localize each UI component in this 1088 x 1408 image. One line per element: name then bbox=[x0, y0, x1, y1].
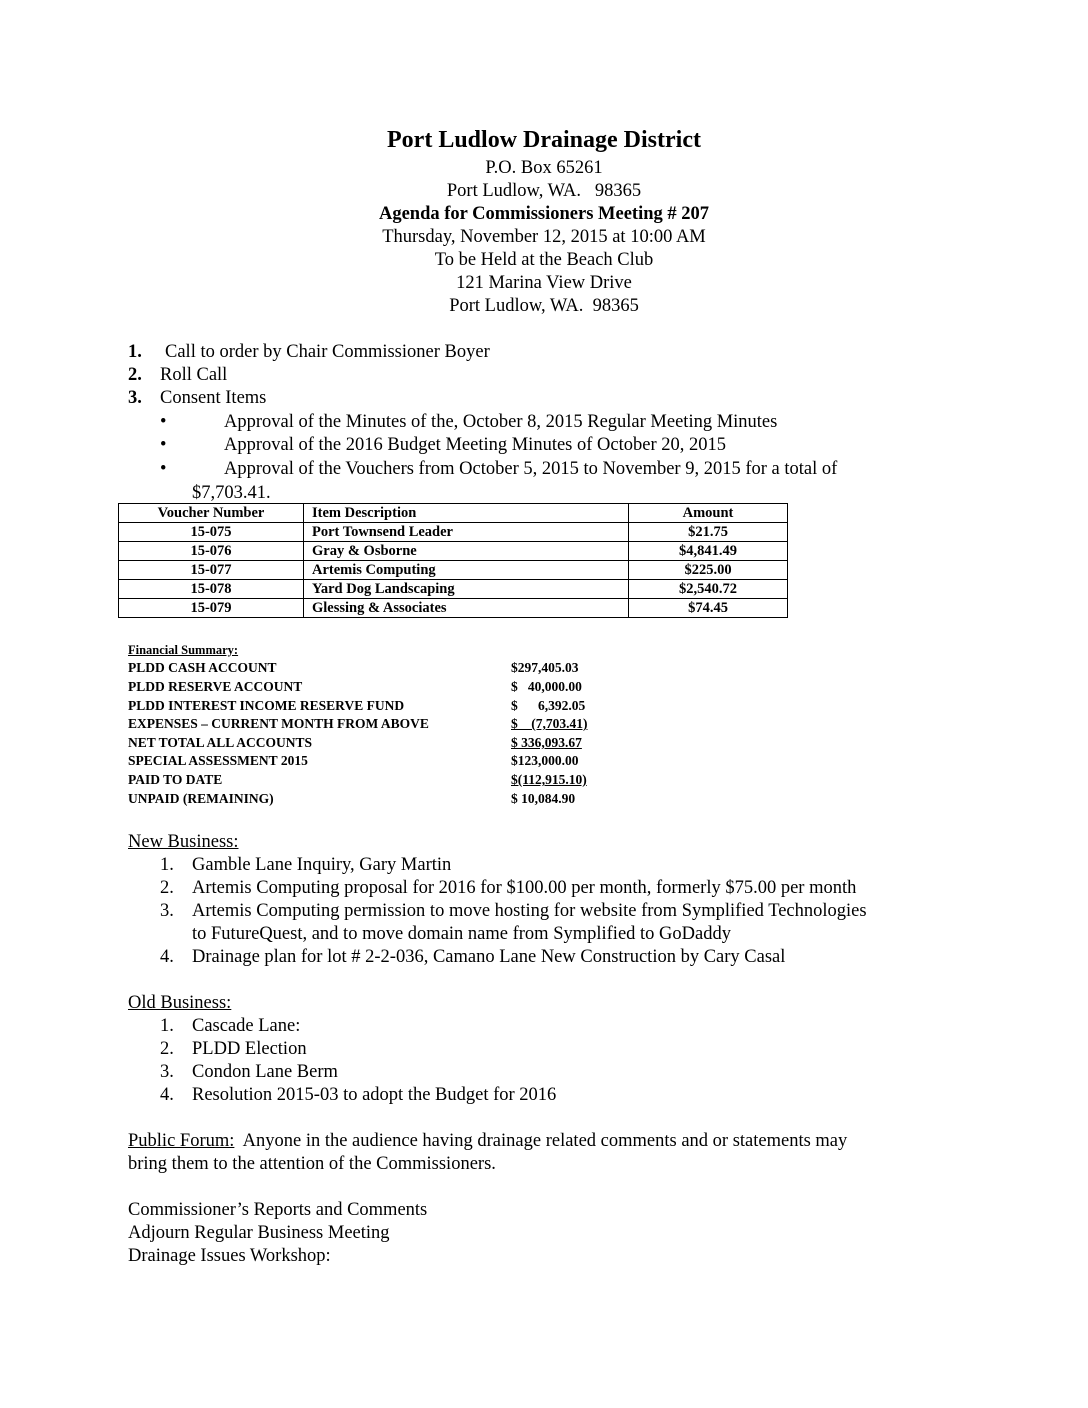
public-forum-continuation: bring them to the attention of the Commissioners. bbox=[128, 1154, 496, 1174]
voucher-number: 15-077 bbox=[119, 561, 304, 580]
column-header-item-description: Item Description bbox=[304, 504, 629, 523]
list-item: Gamble Lane Inquiry, Gary Martin bbox=[192, 855, 452, 875]
column-header-amount: Amount bbox=[629, 504, 788, 523]
public-forum-paragraph bbox=[128, 1130, 847, 1153]
meeting-date: Thursday, November 12, 2015 at 10:00 AM bbox=[382, 227, 706, 247]
list-number: 2. bbox=[160, 878, 174, 898]
list-item: Artemis Computing permission to move hosting for website from Symplified Technologies bbox=[192, 901, 867, 921]
city-line: Port Ludlow, WA. 98365 bbox=[446, 181, 642, 201]
list-item: Resolution 2015-03 to adopt the Budget for 2016 bbox=[192, 1085, 557, 1105]
fin-label: PLDD RESERVE ACCOUNT bbox=[128, 679, 303, 694]
list-number: 1. bbox=[160, 1016, 174, 1036]
agenda-number: 1. bbox=[128, 342, 142, 362]
old-business-heading: Old Business: bbox=[128, 993, 232, 1013]
street-address: 121 Marina View Drive bbox=[456, 273, 632, 293]
list-number: 3. bbox=[160, 1062, 174, 1082]
table-row bbox=[119, 523, 788, 542]
bullet-icon: • bbox=[160, 435, 167, 455]
agenda-item-call-to-order: Call to order by Chair Commissioner Boyer bbox=[165, 342, 490, 362]
consent-item-minutes: Approval of the Minutes of the, October 8, 2015 Regular Meeting Minutes bbox=[224, 412, 778, 432]
voucher-amount: $21.75 bbox=[629, 523, 788, 542]
new-business-heading: New Business: bbox=[128, 832, 239, 852]
voucher-description: Port Townsend Leader bbox=[304, 523, 629, 542]
financial-summary-heading: Financial Summary: bbox=[128, 643, 239, 657]
table-header-row bbox=[119, 504, 788, 523]
bullet-icon: • bbox=[160, 459, 167, 479]
table-row bbox=[119, 599, 788, 618]
fin-label: NET TOTAL ALL ACCOUNTS bbox=[128, 735, 312, 750]
list-number: 1. bbox=[160, 855, 174, 875]
list-item: PLDD Election bbox=[192, 1039, 307, 1059]
fin-value: $123,000.00 bbox=[511, 753, 579, 768]
fin-value: $ (7,703.41) bbox=[511, 716, 588, 731]
list-number: 4. bbox=[160, 947, 174, 967]
fin-value: $ 40,000.00 bbox=[511, 679, 582, 694]
agenda-number: 2. bbox=[128, 365, 142, 385]
fin-label: PLDD INTEREST INCOME RESERVE FUND bbox=[128, 698, 405, 713]
voucher-table bbox=[118, 503, 788, 618]
consent-item-budget-minutes: Approval of the 2016 Budget Meeting Minutes of October 20, 2015 bbox=[224, 435, 726, 455]
column-header-voucher-number: Voucher Number bbox=[119, 504, 304, 523]
venue-line: To be Held at the Beach Club bbox=[434, 250, 654, 270]
voucher-amount: $74.45 bbox=[629, 599, 788, 618]
voucher-number: 15-079 bbox=[119, 599, 304, 618]
public-forum-text: Anyone in the audience having drainage related comments and or statements may bbox=[234, 1131, 848, 1151]
fin-value: $ 6,392.05 bbox=[511, 698, 586, 713]
voucher-number: 15-075 bbox=[119, 523, 304, 542]
agenda-number: 3. bbox=[128, 388, 142, 408]
voucher-description: Yard Dog Landscaping bbox=[304, 580, 629, 599]
list-number: 4. bbox=[160, 1085, 174, 1105]
list-item: Cascade Lane: bbox=[192, 1016, 301, 1036]
list-item: Condon Lane Berm bbox=[192, 1062, 338, 1082]
fin-value: $ 336,093.67 bbox=[511, 735, 582, 750]
voucher-amount: $4,841.49 bbox=[629, 542, 788, 561]
voucher-number: 15-078 bbox=[119, 580, 304, 599]
voucher-description: Artemis Computing bbox=[304, 561, 629, 580]
list-item: Artemis Computing proposal for 2016 for $100.00 per month, formerly $75.00 per month bbox=[192, 878, 857, 898]
public-forum-label: Public Forum: bbox=[128, 1131, 235, 1151]
list-number: 3. bbox=[160, 901, 174, 921]
fin-label: PLDD CASH ACCOUNT bbox=[128, 660, 277, 675]
list-item-continuation: to FutureQuest, and to move domain name from Symplified to GoDaddy bbox=[192, 924, 731, 944]
fin-label: PAID TO DATE bbox=[128, 772, 223, 787]
adjourn-meeting: Adjourn Regular Business Meeting bbox=[128, 1223, 390, 1243]
consent-item-vouchers-total: $7,703.41. bbox=[192, 483, 271, 503]
voucher-description: Gray & Osborne bbox=[304, 542, 629, 561]
consent-item-vouchers: Approval of the Vouchers from October 5, 2015 to November 9, 2015 for a total of bbox=[224, 459, 838, 479]
voucher-amount: $2,540.72 bbox=[629, 580, 788, 599]
fin-value: $297,405.03 bbox=[511, 660, 579, 675]
voucher-amount: $225.00 bbox=[629, 561, 788, 580]
table-row bbox=[119, 561, 788, 580]
voucher-description: Glessing & Associates bbox=[304, 599, 629, 618]
venue-city: Port Ludlow, WA. 98365 bbox=[449, 296, 639, 316]
document-title: Port Ludlow Drainage District bbox=[387, 127, 701, 153]
bullet-icon: • bbox=[160, 412, 167, 432]
table-row bbox=[119, 580, 788, 599]
voucher-number: 15-076 bbox=[119, 542, 304, 561]
commissioner-reports: Commissioner’s Reports and Comments bbox=[128, 1200, 428, 1220]
list-number: 2. bbox=[160, 1039, 174, 1059]
fin-value: $(112,915.10) bbox=[511, 772, 587, 787]
table-row bbox=[119, 542, 788, 561]
list-item: Drainage plan for lot # 2-2-036, Camano Lane New Construction by Cary Casal bbox=[192, 947, 786, 967]
po-box: P.O. Box 65261 bbox=[485, 158, 603, 178]
agenda-title: Agenda for Commissioners Meeting # 207 bbox=[378, 204, 710, 224]
agenda-item-consent: Consent Items bbox=[160, 388, 267, 408]
fin-label: SPECIAL ASSESSMENT 2015 bbox=[128, 753, 308, 768]
fin-value: $ 10,084.90 bbox=[511, 791, 576, 806]
fin-label: EXPENSES – CURRENT MONTH FROM ABOVE bbox=[128, 716, 429, 731]
agenda-item-roll-call: Roll Call bbox=[160, 365, 228, 385]
fin-label: UNPAID (REMAINING) bbox=[128, 791, 274, 806]
drainage-workshop: Drainage Issues Workshop: bbox=[128, 1246, 331, 1266]
